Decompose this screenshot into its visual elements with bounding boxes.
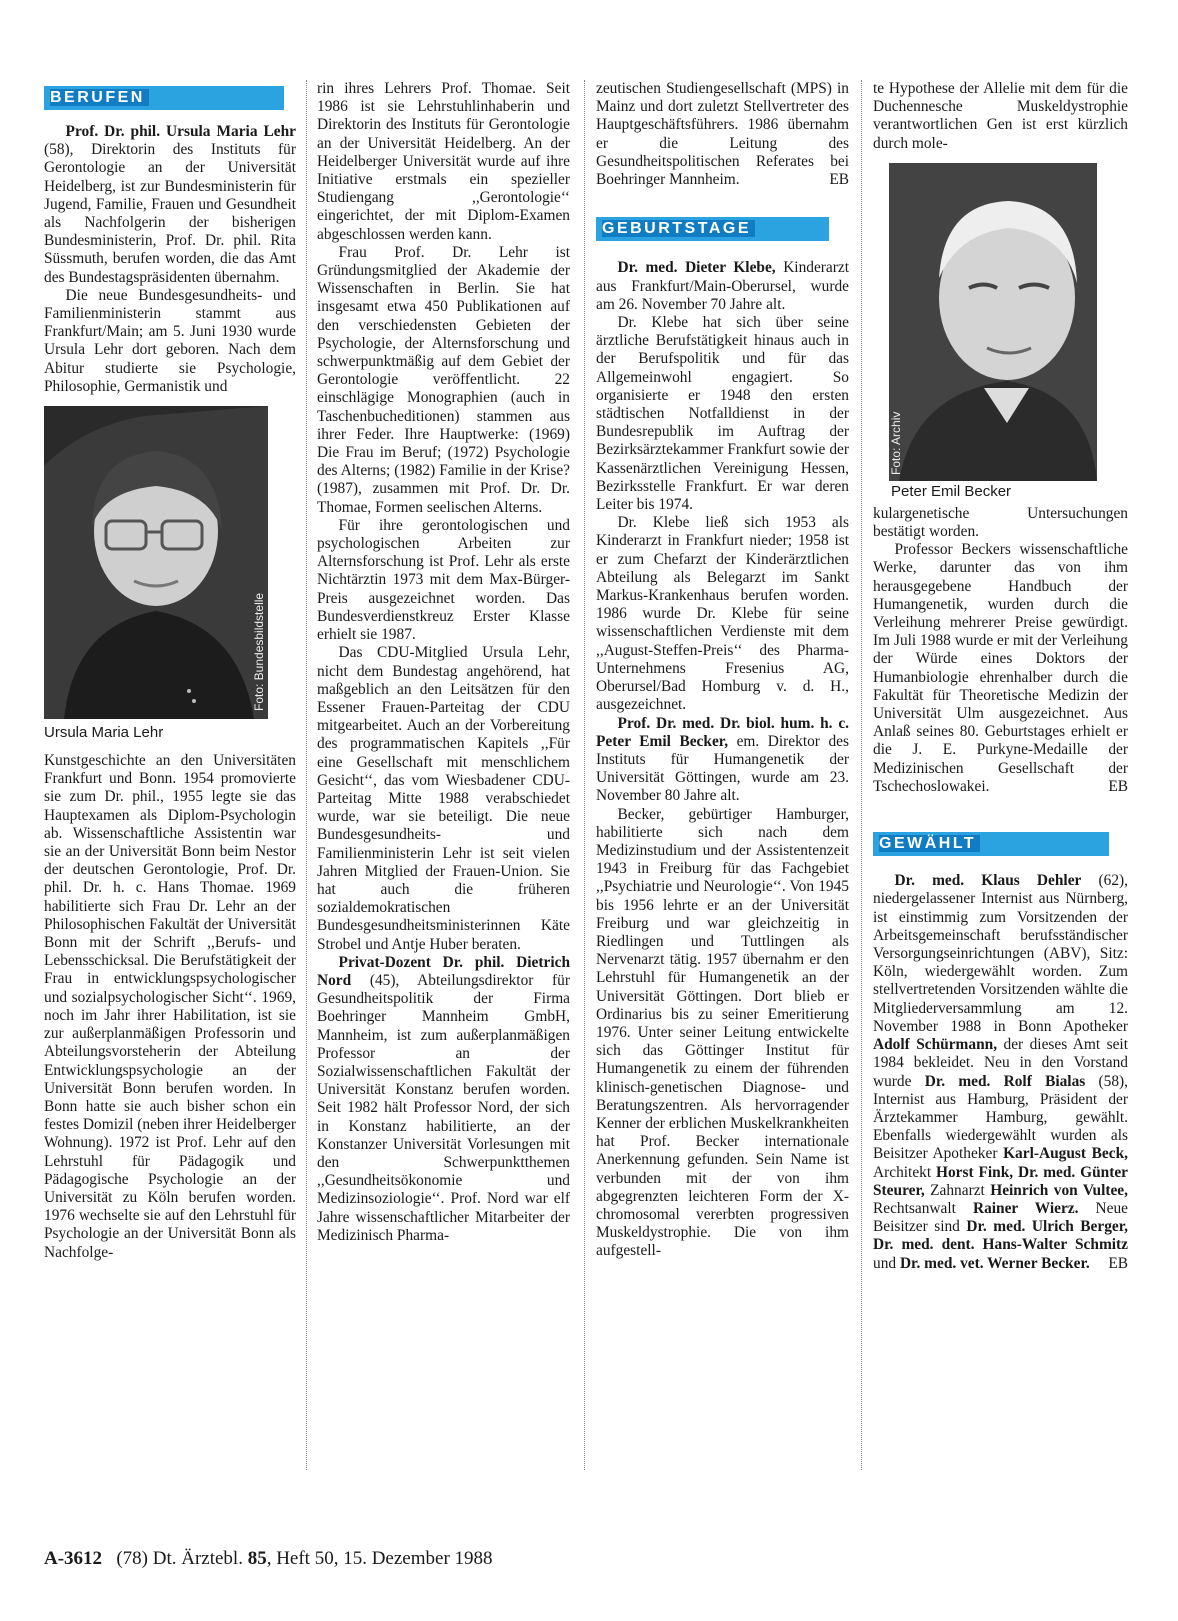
column-2 bbox=[317, 0, 570, 1245]
journal-citation: (78) Dt. Ärztebl. bbox=[116, 1548, 243, 1569]
journal-volume: 85 bbox=[247, 1548, 267, 1569]
column-4 bbox=[873, 0, 1128, 1273]
photo-credit: Foto: Bundesbildstelle bbox=[252, 592, 266, 712]
paragraph: Kunstgeschichte an den Universitäten Frankfurt und Bonn. 1954 promovierte sie zum Dr. phil., 1955 legte sie das Hauptexamen als Diplom-Psychologin ab. Wissenschaftliche Assistentin war sie an der Universität Bonn beim Nestor der deutschen Gerontologie, Prof. Dr. phil. Dr. h. c. Hans Thomae. 1969 habilitierte sich Frau Dr. Lehr an der Philosophischen Fakultät der Universität Bonn mit der Schrift ,,Berufs- und Lebensschicksal. Die Berufstätigkeit der Frau in entwicklungspsychologischer und sozialpsychologischer Sicht‘‘. 1969, noch im Jahr ihrer Habilitation, ist sie zur außerplanmäßigen Professorin und Abteilungsvorsteherin der Abteilung Entwicklungspsychologie an der Universität Bonn berufen worden. In Bonn hatte sie auch bisher schon ein festes Domizil (neben ihrer Heidelberger Wohnung). 1972 ist Prof. Lehr auf den Lehrstuhl für Pädagogik und Pädagogische Psychologie an der Universität zu Köln berufen worden. 1976 wechselte sie auf den Lehrstuhl für Psychologie an der Universität Bonn als Nachfolge- bbox=[44, 752, 296, 1261]
author-signature: EB bbox=[1108, 778, 1128, 796]
paragraph: Die neue Bundesgesundheits- und Familienministerin stammt aus Frankfurt/Main; am 5. Juni 1930 wurde Ursula Lehr dort geboren. Nach dem Abitur studierte sie Psychologie, Philosophie, Germanistik und bbox=[44, 286, 296, 395]
paragraph: te Hypothese der Allelie mit dem für die Duchennesche Muskeldystrophie verantwortlichen Gen ist erst kürzlich durch mole- bbox=[873, 80, 1128, 152]
portrait-photo-becker bbox=[889, 163, 1097, 481]
page-footer bbox=[44, 1548, 493, 1570]
section-banner-berufen: BERUFEN bbox=[44, 86, 284, 110]
author-signature: EB bbox=[1108, 1254, 1128, 1272]
paragraph: Prof. Dr. phil. Ursula Maria Lehr (58), Direktorin des Instituts für Gerontologie an der Universität Heidelberg, ist zur Bundesministerin für Jugend, Familie, Frauen und Gesundheit als Nachfolgerin der bisherigen Bundesministerin, Prof. Dr. phil. Rita Süssmuth, berufen worden, die das Amt des Bundestagspräsidenten übernahm. bbox=[44, 123, 296, 286]
paragraph: Dr. med. Dieter Klebe, Kinderarzt aus Frankfurt/Main-Oberursel, wurde am 26. November 70 Jahre alt. bbox=[596, 259, 849, 313]
column-rule bbox=[861, 80, 862, 1470]
paragraph: Für ihre gerontologischen und psychologischen Arbeiten zur Alternsforschung ist Prof. Lehr als erste Nichtärztin 1973 mit dem Max-Bürger-Preis ausgezeichnet worden. Das Bundesverdienstkreuz Erster Klasse erhielt sie 1987. bbox=[317, 516, 570, 644]
column-3 bbox=[596, 0, 849, 1261]
page-number: A-3612 bbox=[44, 1548, 103, 1569]
column-1 bbox=[44, 0, 296, 1262]
column-rule bbox=[584, 80, 585, 1470]
paragraph: Dr. Klebe hat sich über seine ärztliche Berufstätigkeit hinaus auch in der Berufspolitik und für das Allgemeinwohl engagiert. So organisierte er 1948 den ersten städtischen Notfalldienst in der Bundesrepublik im Auftrag der Bezirksärztekammer Frankfurt sowie der Kassenärztlichen Vereinigung Hessen, Bezirksstelle Frankfurt. Er war deren Leiter bis 1974. bbox=[596, 314, 849, 514]
photo-credit: Foto: Archiv bbox=[889, 411, 903, 475]
paragraph: Prof. Dr. med. Dr. biol. hum. h. c. Peter Emil Becker, em. Direktor des Instituts für Humangenetik der Universität Göttingen, wurde am 23. November 80 Jahre alt. bbox=[596, 714, 849, 805]
portrait-becker-image bbox=[889, 163, 1097, 481]
section-banner-gewaehlt: GEWÄHLT bbox=[873, 832, 1109, 856]
portrait-photo-lehr bbox=[44, 406, 268, 719]
photo-caption: Ursula Maria Lehr bbox=[44, 724, 164, 742]
paragraph: Dr. med. Klaus Dehler (62), niedergelassener Internist aus Nürnberg, ist einstimmig zum Vorsitzenden der Arbeitsgemeinschaft berufsständischer Versorgungseinrichtungen (ABV), Sitz: Köln, wiedergewählt worden. Zum stellvertretenden Vorsitzenden wählte die Mitgliederversammlung am 12. November 1988 in Bonn Apotheker Adolf Schürmann, der dieses Amt seit 1984 bekleidet. Neu in den Vorstand wurde Dr. med. Rolf Bialas (58), Internist aus Hamburg, Präsident der Ärztekammer Hamburg, gewählt. Ebenfalls wiedergewählt wurden als Beisitzer Apotheker Karl-August Beck, Architekt Horst Fink, Dr. med. Günter Steurer, Zahnarzt Heinrich von Vultee, Rechtsanwalt Rainer Wierz. Neue Beisitzer sind Dr. med. Ulrich Berger, Dr. med. dent. Hans-Walter Schmitz und Dr. med. vet. Werner Becker. bbox=[873, 872, 1128, 1272]
author-signature: EB bbox=[829, 171, 849, 189]
paragraph: Das CDU-Mitglied Ursula Lehr, nicht dem Bundestag angehörend, hat maßgeblich an den Leitsätzen für den Essener Frauen-Parteitag der CDU mitgearbeitet. Auch an der Vorbereitung des programmatischen Kapitels ,,Für eine Gesellschaft mit menschlichem Gesicht‘‘, das vom Wiesbadener CDU-Parteitag Mitte 1988 verabschiedet wurde, war sie beteiligt. Die neue Bundesgesundheits- und Familienministerin Lehr ist seit vielen Jahren Mitglied der Frauen-Union. Sie hat auch die früheren sozialdemokratischen Bundesgesundheitsministerinnen Käte Strobel und Antje Huber beraten. bbox=[317, 644, 570, 953]
portrait-lehr-image bbox=[44, 406, 268, 719]
paragraph: zeutischen Studiengesellschaft (MPS) in Mainz und dort zuletzt Stellvertreter des Hauptgeschäftsführers. 1986 übernahm er die Leitung des Gesundheitspolitischen Referates bei Boehringer Mannheim. bbox=[596, 80, 849, 189]
paragraph: kulargenetische Untersuchungen bestätigt worden. bbox=[873, 504, 1128, 541]
paragraph: Privat-Dozent Dr. phil. Dietrich Nord (45), Abteilungsdirektor für Gesundheitspolitik der Firma Boehringer Mannheim GmbH, Mannheim, ist zum außerplanmäßigen Professor an der Sozialwissenschaftlichen Fakultät der Universität Konstanz berufen worden. Seit 1982 hält Professor Nord, der sich in Konstanz habilitierte, an der Konstanzer Universität Vorlesungen mit den Schwerpunktthemen ,,Gesundheitsökonomie und Medizinsoziologie‘‘. Prof. Nord war elf Jahre wissenschaftlicher Mitarbeiter der Medizinisch Pharma- bbox=[317, 953, 570, 1244]
journal-issue-date: , Heft 50, 15. Dezember 1988 bbox=[266, 1548, 493, 1569]
photo-caption: Peter Emil Becker bbox=[891, 482, 1012, 500]
section-banner-geburtstage: GEBURTSTAGE bbox=[596, 217, 829, 241]
column-rule bbox=[306, 80, 307, 1470]
paragraph: Professor Beckers wissenschaftliche Werke, darunter das von ihm herausgegebene Handbuch der Humangenetik, wurden durch die Verleihung mehrerer Preise gewürdigt. Im Juli 1988 wurde er mit der Verleihung der Würde eines Doktors der Humanbiologie ehrenhalber durch die Fakultät für Theoretische Medizin der Universität Ulm ausgezeichnet. Aus Anlaß seines 80. Geburtstages erhielt er die J. E. Purkyne-Medaille der Medizinischen Gesellschaft der Tschechoslowakei. bbox=[873, 541, 1128, 795]
paragraph: Frau Prof. Dr. Lehr ist Gründungsmitglied der Akademie der Wissenschaften in Berlin. Sie hat insgesamt etwa 450 Publikationen auf den verschiedensten Gebieten der Psychologie, der Alternsforschung und schwerpunktmäßig auf dem Gebiet der Gerontologie veröffentlicht. 22 einschlägige Monographien (auch in Taschenbucheditionen) stammen aus ihrer Feder. Ihre Hauptwerke: (1969) Die Frau im Beruf; (1972) Psychologie des Alterns; (1982) Familie in der Krise? (1987), zusammen mit Prof. Dr. Dr. Thomae, Formen seelischen Alterns. bbox=[317, 243, 570, 516]
paragraph: Becker, gebürtiger Hamburger, habilitierte sich nach dem Medizinstudium und der Assistentenzeit 1943 in Freiburg für das Fachgebiet ,,Psychiatrie und Neurologie‘‘. Von 1945 bis 1956 lehrte er an der Universität Freiburg und war gleichzeitig in Riedlingen und Tuttlingen als Nervenarzt tätig. 1957 übernahm er den Lehrstuhl für Humangenetik an der Universität Göttingen. Dort blieb er Ordinarius bis zu seiner Emeritierung 1976. Unter seiner Leitung entwickelte sich das Göttinger Institut für Humangenetik zu einem der führenden klinisch-genetischen Diagnose- und Beratungszentren. Als hervorragender Kenner der erblichen Muskelkrankheiten hat Prof. Becker internationale Anerkennung gefunden. Sein Name ist verbunden mit der von ihm abgegrenzten leichteren Form der X-chromosomal vererbten progressiven Muskeldystrophie. Die von ihm aufgestell- bbox=[596, 805, 849, 1260]
paragraph: rin ihres Lehrers Prof. Thomae. Seit 1986 ist sie Lehrstuhlinhaberin und Direktorin des Instituts für Gerontologie an der Universität Heidelberg. An der Heidelberger Universität wurde auf ihre Initiative erstmals ein spezieller Studiengang ,,Gerontologie‘‘ eingerichtet, der mit Diplom-Examen abgeschlossen werden kann. bbox=[317, 80, 570, 243]
paragraph: Dr. Klebe ließ sich 1953 als Kinderarzt in Frankfurt nieder; 1958 ist er zum Chefarzt der Kinderärztlichen Abteilung als Belegarzt im Sankt Markus-Krankenhaus berufen worden. 1986 wurde Dr. Klebe für seine wissenschaftlichen Verdienste mit dem ,,August-Steffen-Preis‘‘ des Pharma-Unternehmens Fresenius AG, Oberursel/Bad Homburg v. d. H., ausgezeichnet. bbox=[596, 514, 849, 714]
